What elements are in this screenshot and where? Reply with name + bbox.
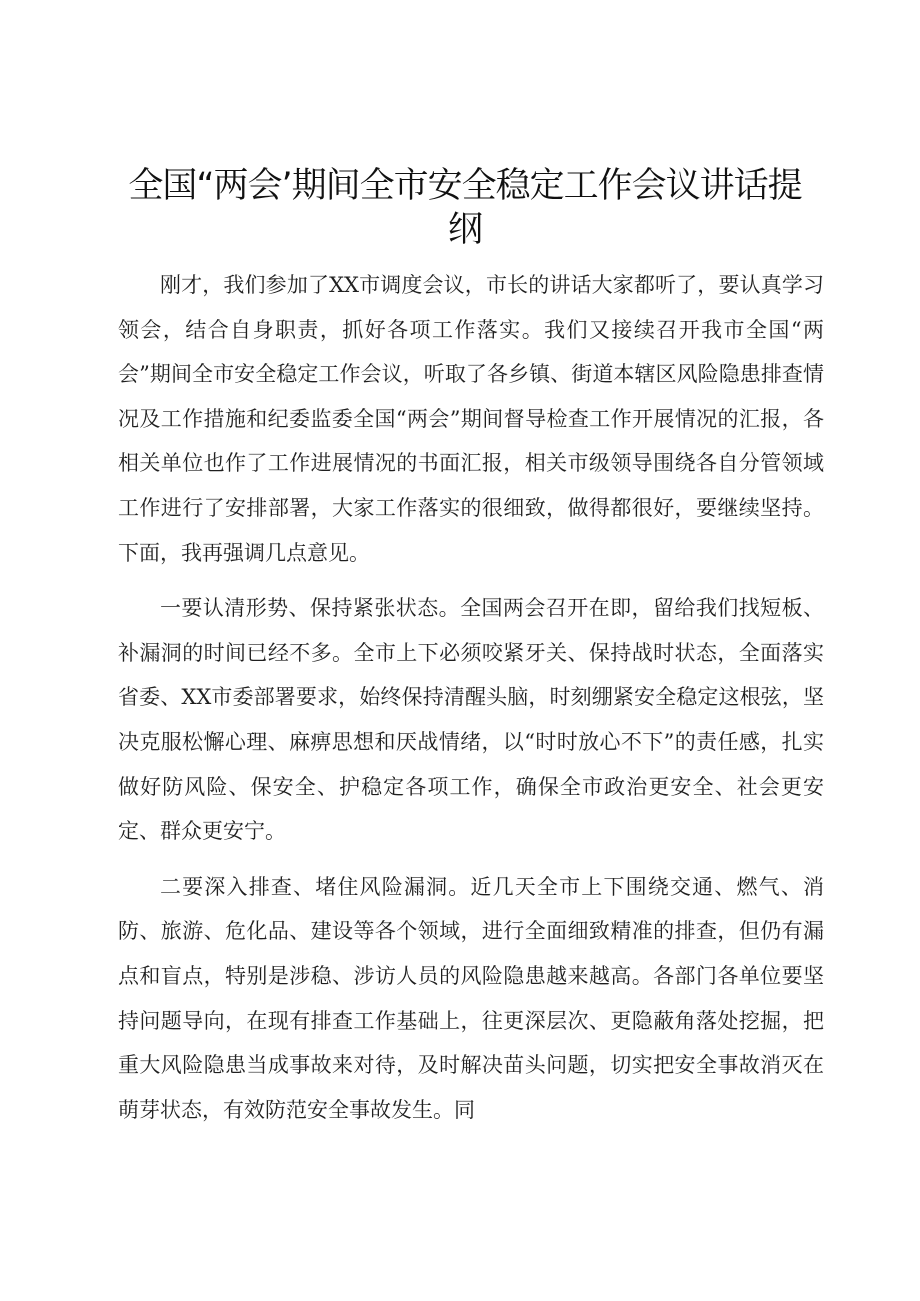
document-title: 全国“两会’期间全市安全稳定工作会议讲话提纲: [128, 166, 802, 250]
paragraph-point-two: 二要深入排查、堵住风险漏洞。近几天全市上下围绕交通、燃气、消防、旅游、危化品、建设等各个领域，进行全面细致精准的排查，但仍有漏点和盲点，特别是涉稳、涉访人员的风险隐患越来越高。各部门各单位要坚持问题导向，在现有排查工作基础上，往更深层次、更隐蔽角落处挖掘，把重大风险隐患当成事故来对待，及时解决苗头问题，切实把安全事故消灭在萌芽状态，有效防范安全事故发生。同: [118, 874, 824, 1122]
paragraph-intro: 刚才，我们参加了XX市调度会议，市长的讲话大家都听了，要认真学习领会，结合自身职责，抓好各项工作落实。我们又接续召开我市全国“两会”期间全市安全稳定工作会议，听取了各乡镇、街道本辖区风险隐患排查情况及工作措施和纪委监委全国“两会”期间督导检查工作开展情况的汇报，各相关单位也作了工作进展情况的书面汇报，相关市级领导围绕各自分管领域工作进行了安排部署，大家工作落实的很细致，做得都很好，要继续坚持。下面，我再强调几点意见。: [118, 273, 824, 565]
document-body: [118, 263, 824, 1132]
paragraph-point-one: 一要认清形势、保持紧张状态。全国两会召开在即，留给我们找短板、补漏洞的时间已经不多。全市上下必须咬紧牙关、保持战时状态，全面落实省委、XX市委部署要求，始终保持清醒头脑，时刻绷紧安全稳定这根弦，坚决克服松懈心理、麻痹思想和厌战情绪，以“时时放心不下”的责任感，扎实做好防风险、保安全、护稳定各项工作，确保全市政治更安全、社会更安定、群众更安宁。: [118, 596, 824, 844]
